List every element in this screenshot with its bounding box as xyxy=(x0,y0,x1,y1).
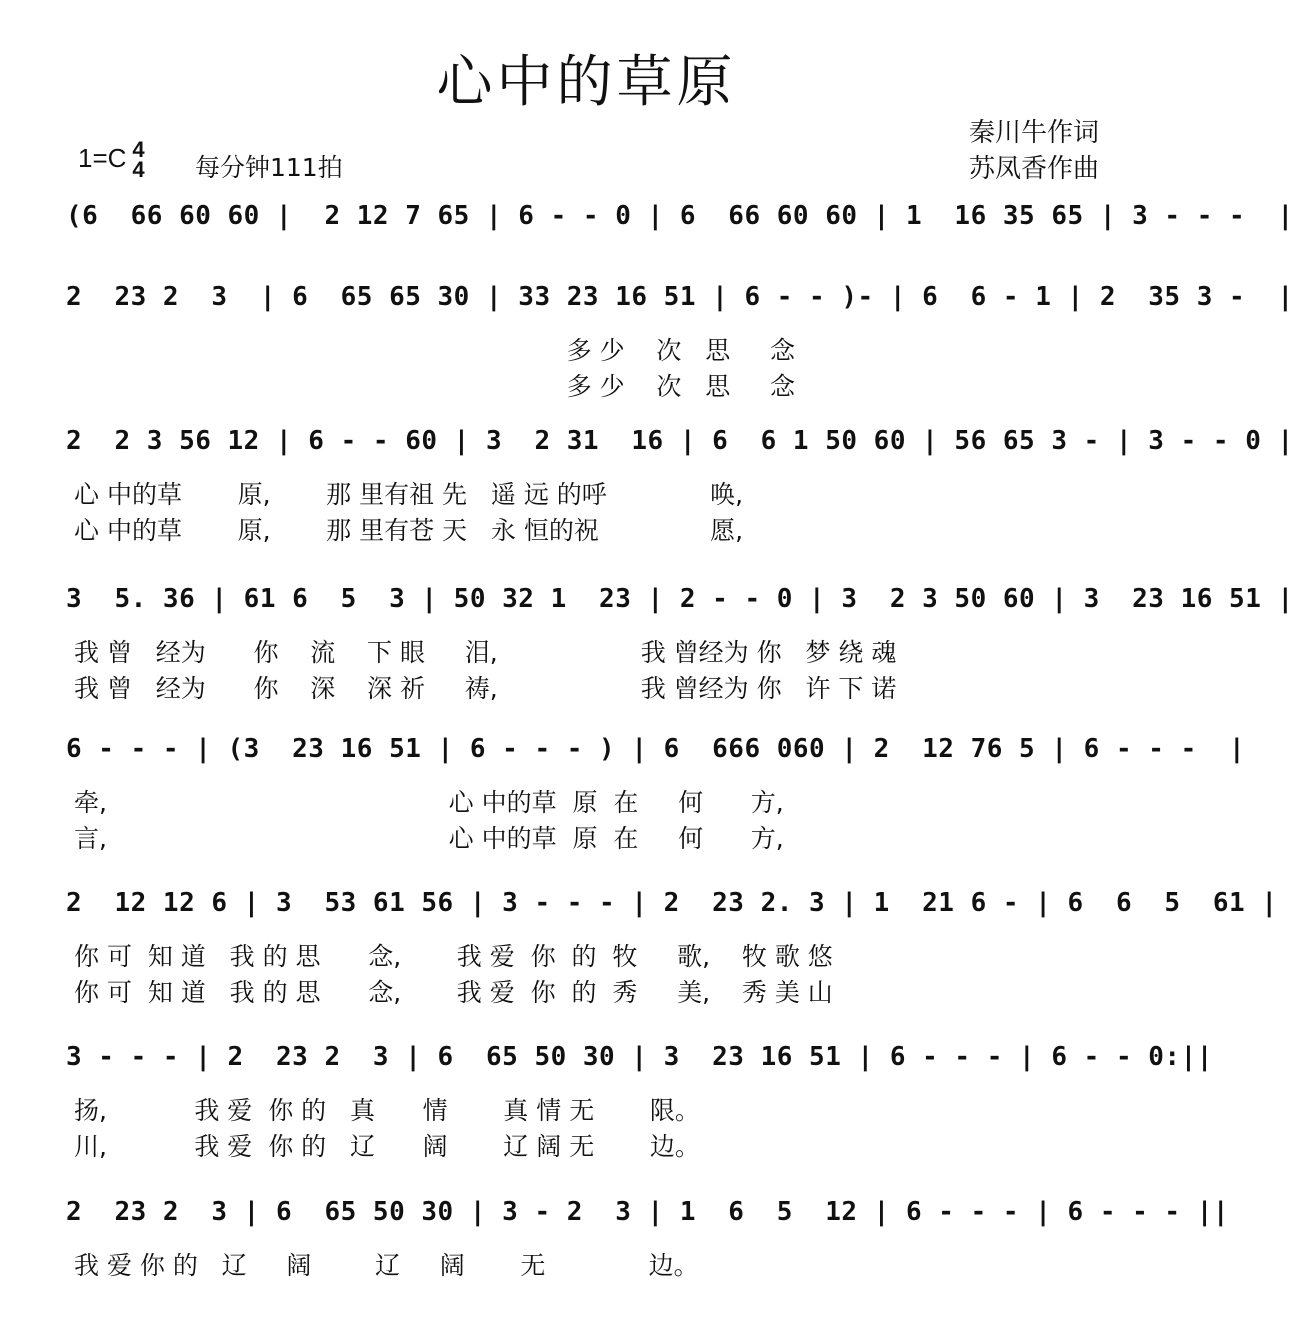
lyric-line-7a: 扬, 我 爱 你 的 真 情 真 情 无 限。 xyxy=(74,1096,700,1125)
lyricist-credit: 秦川牛作词 xyxy=(968,118,1099,148)
notation-line-1: (6 66 60 60 | 2 12 7 65 | 6 - - 0 | 6 66 60 60 | 1 16 35 65 | 3 - - - | xyxy=(66,201,1294,231)
lyric-line-2b: 多 少 次 思 念 xyxy=(74,372,796,401)
lyric-line-5a: 牵, 心 中的草 原 在 何 方, xyxy=(74,788,784,817)
lyric-line-6b: 你 可 知 道 我 的 思 念, 我 爱 你 的 秀 美, 秀 美 山 xyxy=(74,978,833,1007)
composer-credit: 苏凤香作曲 xyxy=(968,154,1099,184)
notation-line-3: 2 2 3 56 12 | 6 - - 60 | 3 2 31 16 | 6 6 1 50 60 | 56 65 3 - | 3 - - 0 | xyxy=(66,426,1294,456)
time-bottom: 4 xyxy=(132,157,145,182)
lyric-line-6a: 你 可 知 道 我 的 思 念, 我 爱 你 的 牧 歌, 牧 歌 悠 xyxy=(74,942,833,971)
tempo-marking: 每分钟111拍 xyxy=(195,153,343,182)
lyric-line-2a: 多 少 次 思 念 xyxy=(74,336,796,365)
key-signature xyxy=(78,137,145,182)
lyric-line-4a: 我 曾 经为 你 流 下 眼 泪, 我 曾经为 你 梦 绕 魂 xyxy=(74,638,897,667)
lyric-line-7b: 川, 我 爱 你 的 辽 阔 辽 阔 无 边。 xyxy=(74,1132,700,1161)
lyric-line-5b: 言, 心 中的草 原 在 何 方, xyxy=(74,824,784,853)
key-label: 1=C xyxy=(78,142,127,173)
notation-line-8: 2 23 2 3 | 6 65 50 30 | 3 - 2 3 | 1 6 5 12 | 6 - - - | 6 - - - || xyxy=(66,1197,1230,1227)
notation-line-7: 3 - - - | 2 23 2 3 | 6 65 50 30 | 3 23 16 51 | 6 - - - | 6 - - 0:|| xyxy=(66,1042,1213,1072)
time-signature xyxy=(132,137,145,182)
lyric-line-8a: 我 爱 你 的 辽 阔 辽 阔 无 边。 xyxy=(74,1251,699,1280)
notation-line-4: 3 5. 36 | 61 6 5 3 | 50 32 1 23 | 2 - - 0 | 3 2 3 50 60 | 3 23 16 51 | xyxy=(66,584,1294,614)
song-title: 心中的草原 xyxy=(436,50,737,115)
notation-line-5: 6 - - - | (3 23 16 51 | 6 - - - ) | 6 666 060 | 2 12 76 5 | 6 - - - | xyxy=(66,734,1246,764)
notation-line-6: 2 12 12 6 | 3 53 61 56 | 3 - - - | 2 23 2. 3 | 1 21 6 - | 6 6 5 61 | xyxy=(66,888,1278,918)
lyric-line-3b: 心 中的草 原, 那 里有苍 天 永 恒的祝 愿, xyxy=(74,516,744,545)
lyric-line-4b: 我 曾 经为 你 深 深 祈 祷, 我 曾经为 你 许 下 诺 xyxy=(74,674,897,703)
notation-line-2: 2 23 2 3 | 6 65 65 30 | 33 23 16 51 | 6 - - )- | 6 6 - 1 | 2 35 3 - | xyxy=(66,282,1294,312)
lyric-line-3a: 心 中的草 原, 那 里有祖 先 遥 远 的呼 唤, xyxy=(74,480,744,509)
time-top: 4 xyxy=(132,137,145,162)
